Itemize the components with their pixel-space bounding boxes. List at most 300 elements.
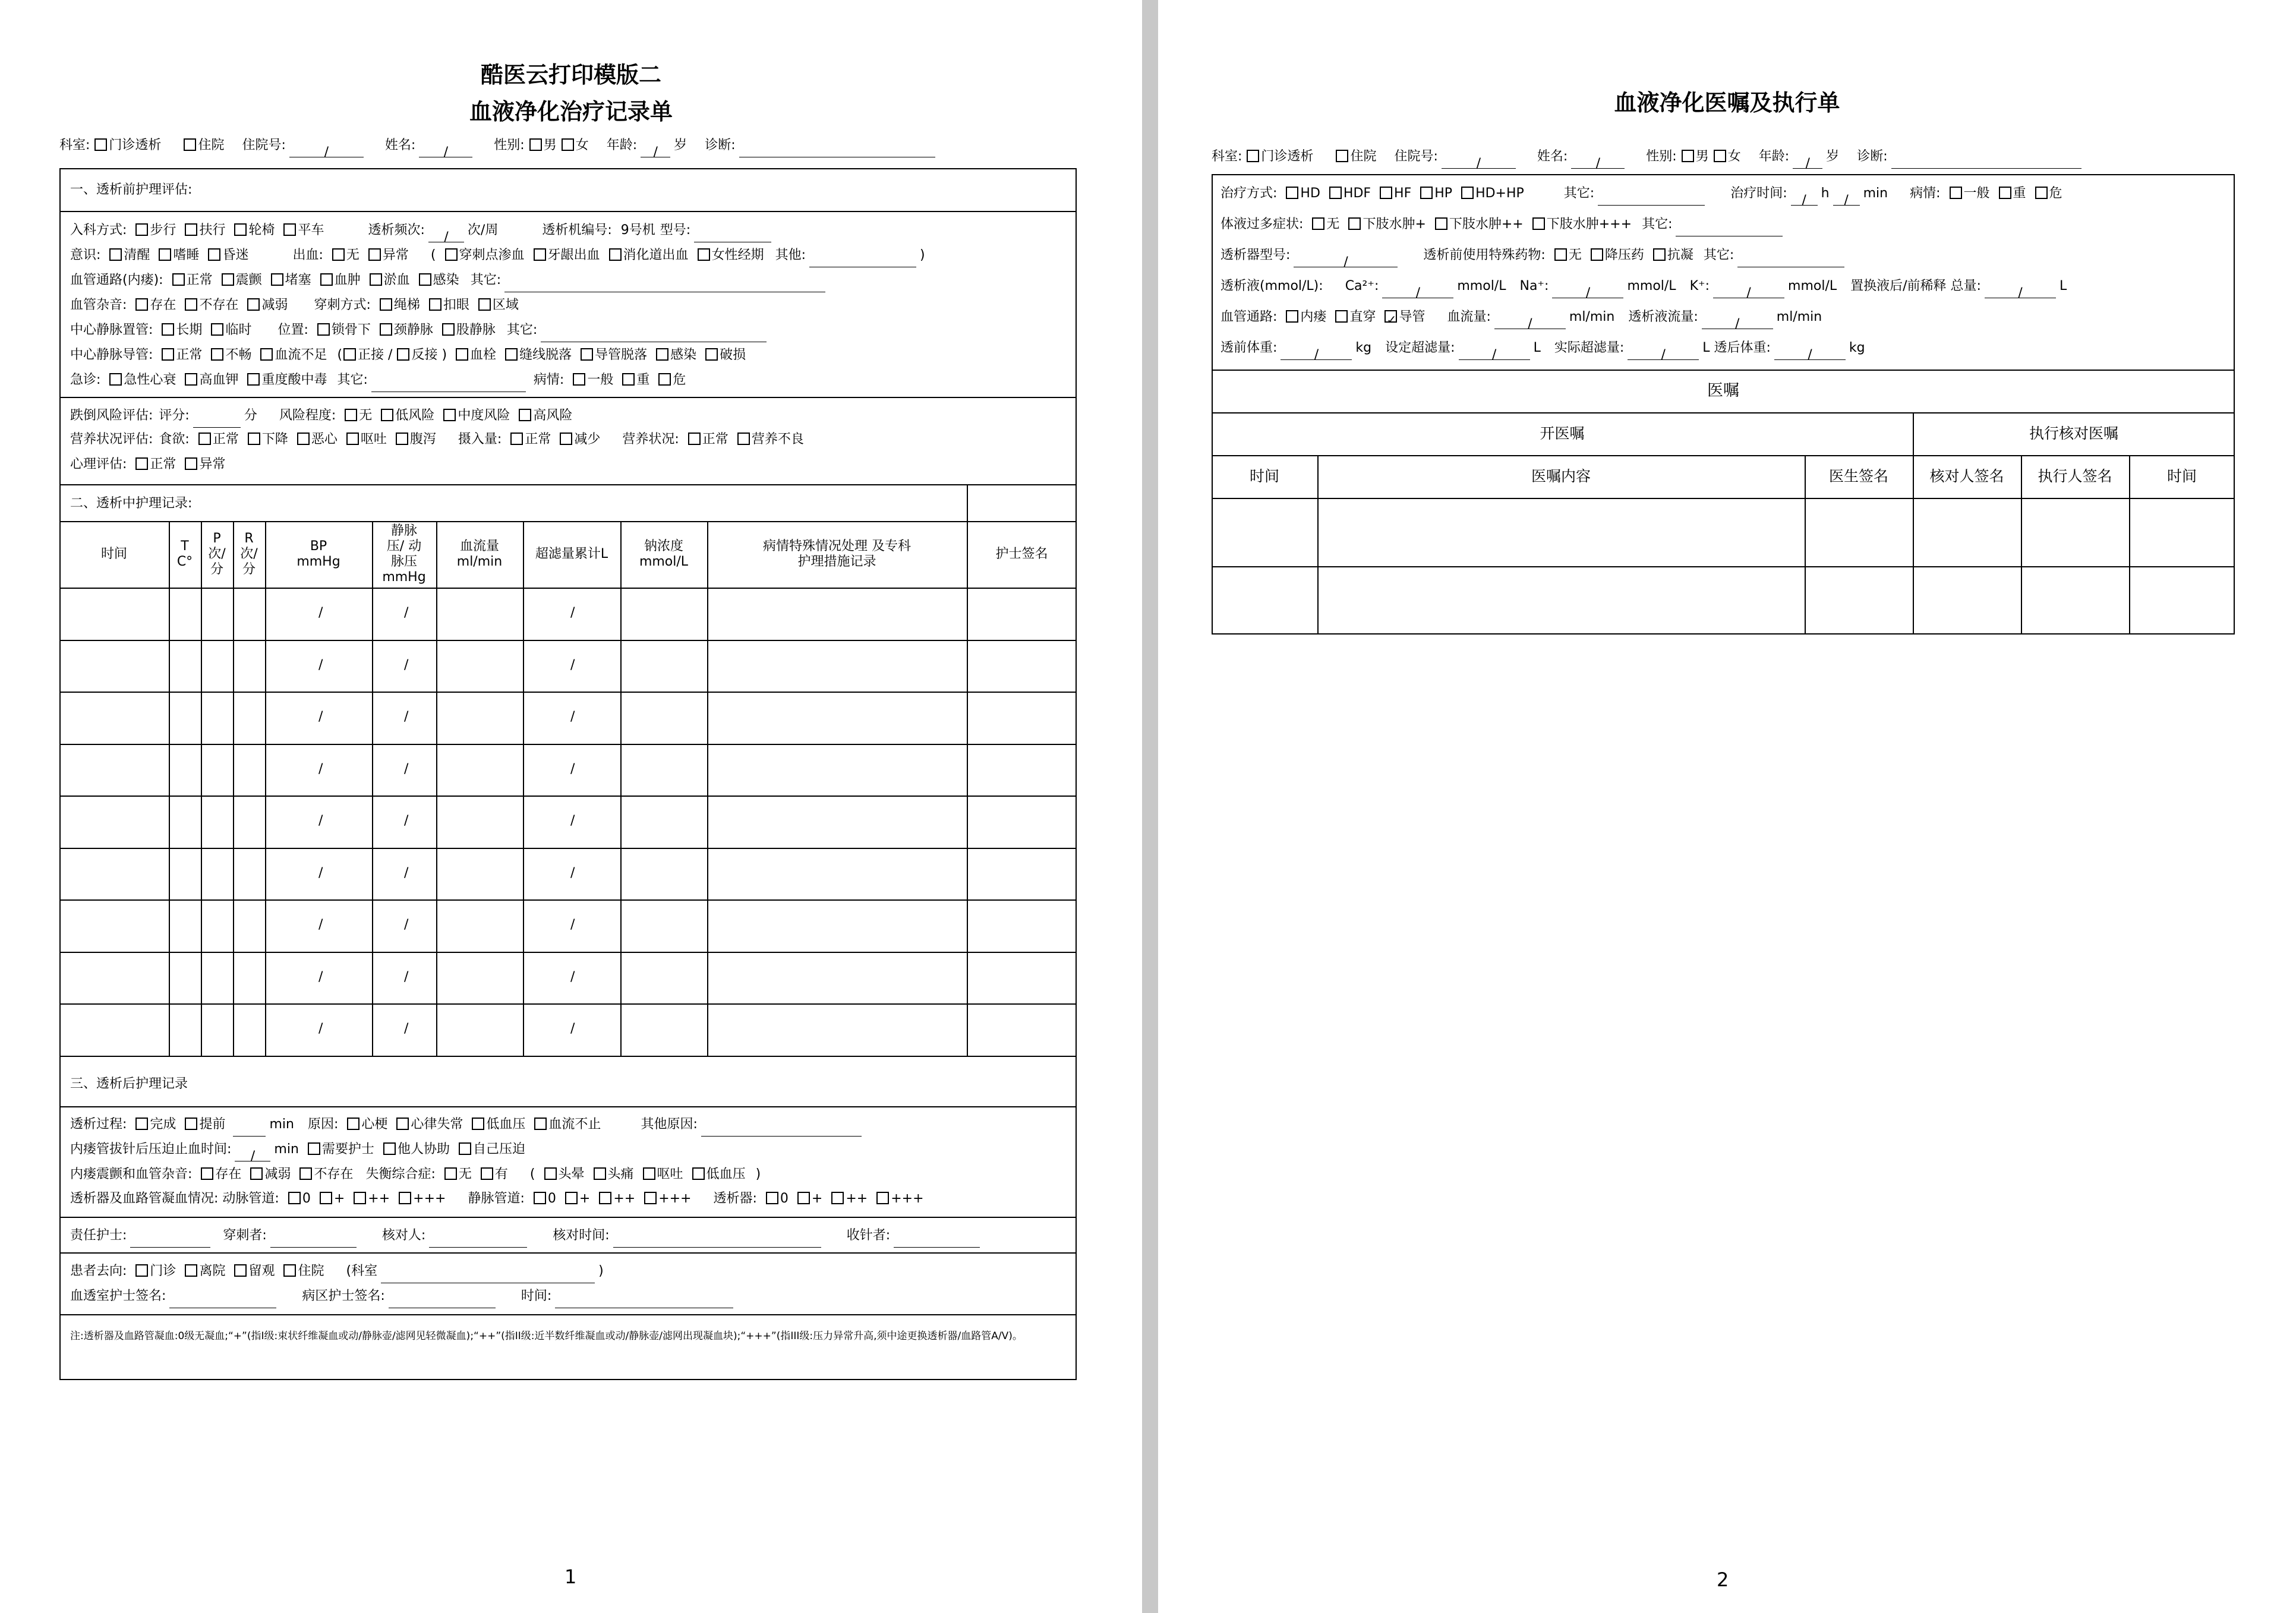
checkbox[interactable] [381,409,393,421]
label: 透析器: [713,1191,757,1206]
checkbox[interactable] [399,1192,411,1204]
checkbox-outpatient[interactable] [1247,150,1259,162]
checkbox[interactable] [185,1118,197,1130]
checkbox[interactable] [201,1167,213,1180]
opt-label: 下肢水肿+ [1363,217,1426,232]
label: Na⁺: [1519,279,1549,293]
checkbox[interactable] [250,1167,263,1180]
opt-label: 异常 [199,457,226,472]
opt-label: 反接 ) [411,348,447,362]
row-divider [59,899,1077,901]
opt-label: 门诊透析 [109,138,162,153]
checkbox[interactable] [396,1118,409,1130]
opt-label: 血肿 [334,273,361,288]
label: 中心静脉导管: [70,348,153,362]
model-field[interactable] [694,226,771,242]
cell-slash: / [570,969,575,984]
checkbox[interactable] [380,298,392,311]
checkbox-male[interactable] [529,138,542,151]
ward-field[interactable] [381,1267,595,1283]
checkbox[interactable] [354,1192,366,1204]
row-divider [59,952,1077,953]
checkbox[interactable] [876,1192,889,1204]
diagnosis-label: 诊断: [705,138,736,153]
label: 血管通路: [1220,310,1278,324]
checkbox[interactable] [135,1264,148,1277]
checkbox[interactable] [1335,310,1348,323]
th-uf: 超滤量累计L [535,547,608,561]
ward-sign-field[interactable] [389,1292,496,1308]
checkbox[interactable] [343,348,356,361]
checkbox[interactable] [459,1142,471,1155]
checkbox[interactable] [445,248,458,261]
label: 透析器型号: [1220,248,1291,263]
opt-label: 低血压 [706,1167,746,1182]
checkbox[interactable] [443,409,456,421]
label: 设定超滤量: [1385,340,1455,355]
checkbox[interactable] [368,248,381,261]
checkbox[interactable] [247,373,260,386]
label: 食欲: [159,432,190,447]
opt-label: 住院 [198,138,225,153]
checkbox[interactable] [222,273,234,286]
label: 透析液(mmol/L): [1220,279,1323,293]
age-unit: 岁 [674,138,687,153]
checkbox[interactable] [198,433,211,445]
s1-row-vascular [70,269,829,292]
checkbox[interactable] [185,1264,197,1277]
checkbox[interactable] [109,373,122,386]
opt-label: 临时 [225,323,252,337]
checkbox[interactable] [831,1192,844,1204]
other-field[interactable] [541,326,767,342]
checkbox[interactable] [609,248,622,261]
time-field[interactable]: / [235,1145,270,1161]
checkbox[interactable] [1420,187,1433,199]
checkbox[interactable] [159,248,171,261]
puncture-field[interactable] [270,1231,357,1248]
checkbox-female[interactable] [562,138,574,151]
s1b-row-psych [70,453,225,476]
checkbox[interactable] [320,1192,332,1204]
checkbox[interactable] [737,433,750,445]
checkbox[interactable] [297,433,310,445]
checkbox[interactable] [347,1118,359,1130]
post-weight-field[interactable]: / [1774,343,1846,360]
table-row[interactable] [61,641,1076,692]
checkbox[interactable] [544,1167,557,1180]
hour-field[interactable]: / [1791,189,1818,206]
row-divider [59,848,1077,849]
age-label: 年龄: [1758,149,1790,164]
opt-label: 营养不良 [751,432,804,447]
checkbox[interactable] [332,248,345,261]
checkbox[interactable] [1286,310,1298,323]
age-unit: 岁 [1826,149,1840,164]
checkbox[interactable] [247,298,260,311]
other-field[interactable] [371,375,526,392]
checkbox[interactable] [185,457,197,470]
other-field[interactable] [1737,251,1844,267]
opt-label: 住院 [1350,149,1377,164]
checkbox[interactable] [1532,217,1545,230]
checkbox[interactable] [185,223,197,236]
checkbox[interactable] [135,223,148,236]
row-divider [59,796,1077,797]
opt-label: 呕吐 [360,432,387,447]
opt-label: 危 [673,373,686,387]
table-row[interactable] [61,693,1076,744]
s3-row-hemostasis [70,1138,525,1164]
label: 静脉管道: [468,1191,525,1206]
opt-label: 下肢水肿++ [1449,217,1524,232]
age-field[interactable]: / [1793,152,1822,169]
checkbox[interactable] [1380,187,1392,199]
checkbox[interactable] [534,1192,546,1204]
opt-label: 正常 [176,348,203,362]
checkbox[interactable] [283,1264,296,1277]
opt-label: + [811,1191,823,1206]
checkbox[interactable] [1348,217,1361,230]
order-row-2[interactable] [1213,567,2234,634]
paren: ) [755,1167,761,1182]
opt-label: 危 [2049,186,2062,201]
checkbox[interactable] [208,248,220,261]
opt-label: 股静脉 [456,323,496,337]
checkbox[interactable] [1286,187,1298,199]
section3-title: 三、透析后护理记录 [70,1077,188,1091]
cell-slash: / [404,709,409,724]
opt-label: 血流不足 [275,348,327,362]
inpatient-no-field[interactable]: / [1442,152,1516,169]
cell-slash: / [570,657,575,673]
opt-label: 步行 [150,223,176,238]
checkbox[interactable] [317,323,330,336]
inpatient-no-field[interactable]: / [289,141,364,157]
label: 其他原因: [641,1117,698,1132]
s1-row-murmur [70,293,519,317]
table-row[interactable] [61,797,1076,848]
checkbox-female[interactable] [1714,150,1726,162]
opt-label: HD+HP [1475,186,1524,201]
flow-field[interactable]: / [1494,313,1566,329]
opt-label: + [333,1191,345,1206]
other-field[interactable] [701,1120,862,1137]
opt-label: 留观 [248,1264,275,1279]
checkbox[interactable] [656,348,668,361]
checkbox[interactable] [1999,187,2011,199]
checkbox[interactable] [185,373,197,386]
checkbox[interactable] [573,373,585,386]
checkbox[interactable] [419,273,431,286]
checkbox[interactable] [383,1142,396,1155]
checkbox[interactable] [643,1167,655,1180]
checkbox[interactable] [172,273,185,286]
opt-label: 锁骨下 [331,323,371,337]
table-row[interactable] [61,589,1076,640]
checkbox[interactable] [1461,187,1474,199]
table-row[interactable] [61,953,1076,1004]
label: 其他: [775,248,806,263]
s1b-row-nutrition [70,428,804,452]
checkbox[interactable] [1554,248,1567,261]
ca-field[interactable]: / [1382,282,1453,298]
checkbox-inpatient[interactable] [1336,150,1348,162]
diagnosis-field[interactable] [739,141,935,157]
checkbox[interactable] [594,1167,606,1180]
checkbox[interactable] [519,409,531,421]
unit: mmol/L [1457,279,1506,293]
total-field[interactable]: / [1985,282,2056,298]
cell-slash: / [404,657,409,673]
checkbox[interactable] [234,1264,247,1277]
paren: ( [430,248,436,263]
checkbox[interactable] [288,1192,301,1204]
other-field[interactable] [809,251,916,267]
checkbox[interactable] [698,248,710,261]
row-divider [59,1003,1077,1005]
opt-label: HD [1300,186,1320,201]
label: L 透后体重: [1702,340,1771,355]
checkbox[interactable] [308,1142,320,1155]
other-field[interactable] [1676,220,1783,236]
checkbox[interactable] [397,348,409,361]
unit: ml/min [1776,310,1822,324]
nurse-field[interactable] [130,1231,210,1248]
checkbox[interactable] [248,433,260,445]
checkbox[interactable] [211,323,223,336]
opt-label: HDF [1343,186,1371,201]
age-field[interactable]: / [641,141,670,157]
minute-field[interactable]: / [1833,189,1860,206]
checkbox[interactable] [396,433,408,445]
label: 病情: [1910,186,1941,201]
cell-slash: / [318,657,323,673]
checkbox[interactable] [456,348,468,361]
order-row-1[interactable] [1213,499,2234,566]
checkbox[interactable] [185,298,197,311]
th-na: 钠浓度 mmol/L [639,539,689,569]
checker-field[interactable] [429,1231,527,1248]
cell-slash: / [404,917,409,932]
p2-row-fluid [1220,213,1786,236]
checkbox[interactable] [797,1192,810,1204]
cell-slash: / [318,1021,323,1036]
checkbox[interactable] [299,1167,312,1180]
checkbox[interactable] [510,433,523,445]
opt-label: 减弱 [264,1167,291,1182]
set-uf-field[interactable]: / [1459,343,1530,360]
checkbox[interactable] [560,433,572,445]
opt-label: 提前 [199,1117,226,1132]
other-field[interactable] [1598,189,1705,206]
checkbox[interactable] [162,348,174,361]
cell-slash: / [570,709,575,724]
label: 收针者: [846,1228,891,1243]
checkbox[interactable] [505,348,518,361]
label: 时间: [521,1289,552,1303]
table-row[interactable] [61,1005,1076,1056]
opt-label: 男 [1695,149,1709,164]
checkbox[interactable] [162,323,174,336]
label: 透析液流量: [1628,310,1698,324]
opt-label: +++ [891,1191,924,1206]
name-field[interactable]: / [1571,152,1625,169]
checkbox[interactable] [534,1118,547,1130]
inpatient-no-label: 住院号: [242,138,286,153]
unit: min [1863,186,1888,201]
opt-label: 轮椅 [248,223,275,238]
checkbox[interactable] [444,1167,457,1180]
label: 跌倒风险评估: [70,408,153,423]
label: 血管杂音: [70,298,127,313]
opt-label: 一般 [1963,186,1990,201]
opt-label: 减弱 [261,298,288,313]
label: 摄入量: [458,432,502,447]
opt-label: 无 [359,408,373,423]
s1-row-cvc [70,318,770,342]
dest-row [70,1260,604,1283]
checkbox[interactable] [534,248,546,261]
checkbox[interactable] [688,433,701,445]
checkbox[interactable] [345,409,357,421]
diagnosis-field[interactable] [1891,152,2081,169]
na-field[interactable]: / [1552,282,1623,298]
check-time-field[interactable] [613,1231,821,1248]
table-row[interactable] [61,901,1076,952]
opt-label: 牙龈出血 [547,248,600,263]
min-field[interactable] [233,1120,266,1137]
checkbox[interactable] [1653,248,1666,261]
checkbox[interactable] [622,373,635,386]
checkbox[interactable] [135,298,148,311]
opt-label: 不存在 [314,1167,354,1182]
checkbox[interactable] [692,1167,705,1180]
freq-field[interactable]: / [428,226,464,242]
s3-row-thrill [70,1163,761,1186]
dflow-field[interactable]: / [1702,313,1773,329]
unit: mmol/L [1788,279,1837,293]
label: 位置: [277,323,308,337]
cell-slash: / [404,813,409,828]
opt-label: 昏迷 [222,248,249,263]
table-row[interactable] [61,849,1076,900]
other-field[interactable] [504,276,825,292]
checkbox[interactable] [370,273,382,286]
pre-weight-field[interactable]: / [1281,343,1352,360]
dept-label: 科室: [59,138,90,153]
checkbox[interactable] [442,323,455,336]
checkbox[interactable] [211,348,223,361]
opt-label: 堵塞 [285,273,311,288]
checkbox[interactable] [1312,217,1324,230]
time-field[interactable] [555,1292,733,1308]
checkbox[interactable] [599,1192,611,1204]
checkbox[interactable] [2035,187,2048,199]
checkbox[interactable] [346,433,359,445]
s1-row-consciousness [70,244,925,267]
opt-label: 心律失常 [411,1117,463,1132]
unit: 分 [244,408,257,423]
opt-label: 头痛 [607,1167,634,1182]
score-field[interactable] [193,411,241,428]
unit: kg [1849,340,1865,355]
checkbox[interactable] [705,348,718,361]
checkbox[interactable] [472,1118,484,1130]
s3-row-clotting [70,1187,924,1211]
checkbox[interactable] [271,273,283,286]
cell-slash: / [404,605,409,620]
k-field[interactable]: / [1713,282,1784,298]
checkbox[interactable] [658,373,671,386]
checkbox[interactable] [260,348,273,361]
table-row[interactable] [61,745,1076,796]
th-notes: 病情特殊情况处理 及专科护理措施记录 [763,539,911,569]
opt-label: 低风险 [395,408,435,423]
checkbox[interactable] [234,223,247,236]
opt-label: ++ [846,1191,868,1206]
open-orders-title: 开医嘱 [1540,425,1585,442]
checkbox[interactable] [478,298,491,311]
opt-label: 男 [543,138,557,153]
checkbox[interactable] [429,298,441,311]
checkbox[interactable] [1591,248,1603,261]
checkbox-male[interactable] [1682,150,1694,162]
checkbox[interactable] [320,273,333,286]
paren: ( [337,348,343,362]
needle-field[interactable] [894,1231,980,1248]
checkbox[interactable] [565,1192,578,1204]
dialyzer-field[interactable]: / [1294,251,1398,267]
opt-label: 导管脱落 [595,348,648,362]
opt-label: 重 [636,373,650,387]
s3-row-process [70,1113,865,1137]
col-checker-sign: 核对人签名 [1929,468,2004,485]
checkbox[interactable] [644,1192,657,1204]
checkbox[interactable] [1435,217,1447,230]
name-field[interactable]: / [419,141,472,157]
checkbox[interactable] [109,248,122,261]
label: 体液过多症状: [1220,217,1304,232]
label: 其它: [1642,217,1673,232]
opt-label: 血流不止 [548,1117,601,1132]
checkbox[interactable] [1950,187,1962,199]
room-sign-field[interactable] [169,1292,276,1308]
checkbox[interactable] [1329,187,1342,199]
checkbox[interactable] [380,323,392,336]
label: 透析频次: [368,223,425,238]
checkbox[interactable] [481,1167,493,1180]
col-time: 时间 [1249,468,1279,485]
checkbox[interactable] [135,457,148,470]
checkbox-checked[interactable] [1384,310,1397,323]
opt-label: 区域 [492,298,519,313]
th-flow: 血流量 ml/min [456,539,503,569]
checkbox[interactable] [766,1192,778,1204]
gender-label: 性别: [494,138,525,153]
checkbox-outpatient[interactable] [94,138,107,151]
checkbox-inpatient[interactable] [184,138,196,151]
page-1 [0,0,1142,1613]
checkbox[interactable] [283,223,296,236]
checkbox[interactable] [581,348,593,361]
paren: ) [598,1264,604,1279]
actual-uf-field[interactable]: / [1628,343,1699,360]
s1-row-catheter [70,343,746,367]
checkbox[interactable] [135,1118,148,1130]
opt-label: 减少 [574,432,601,447]
opt-label: 正常 [150,457,176,472]
